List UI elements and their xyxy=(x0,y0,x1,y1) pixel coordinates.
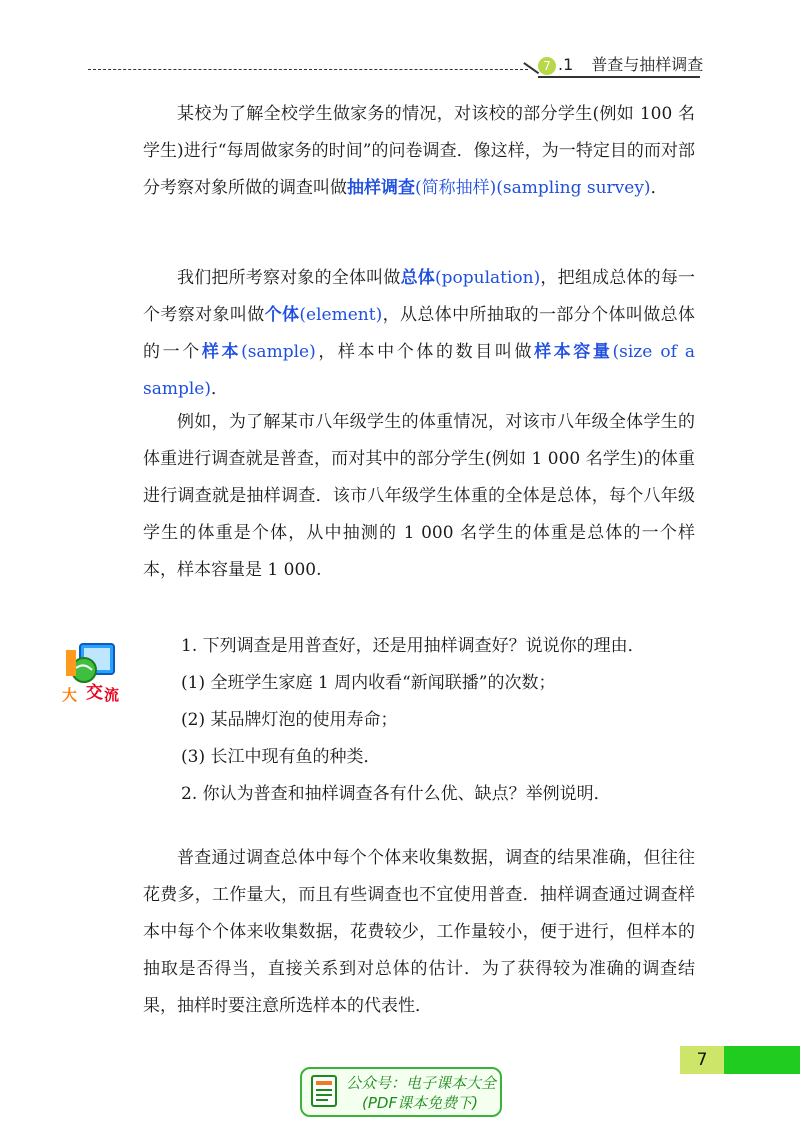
header-title xyxy=(538,52,703,75)
paragraph-text: 某校为了解全校学生做家务的情况，对该校的部分学生(例如 100 名学生)进行“每周做家务的时间”的问卷调查．像这样，为一特定目的而对部分考察对象所做的调查叫做 xyxy=(143,104,695,198)
list-item: 1. 下列调查是用普查好，还是用抽样调查好？说说你的理由． xyxy=(181,636,645,656)
svg-text:交: 交 xyxy=(86,683,103,703)
term-note: (简称抽样)(sampling survey) xyxy=(415,178,651,198)
paragraph-text: ，把组成总体的每一个考察对象叫做 xyxy=(143,268,696,325)
term-sample-size: 样本容量 xyxy=(534,342,613,362)
book-icon xyxy=(310,1074,338,1108)
svg-text:大: 大 xyxy=(62,686,78,704)
term-sampling-survey: 抽样调查 xyxy=(347,178,415,198)
watermark-line1: 公众号：电子课本大全 xyxy=(346,1074,497,1092)
term-element-en: (element) xyxy=(299,305,383,325)
paragraph-sampling-definition xyxy=(143,96,695,207)
paragraph-comparison: 普查通过调查总体中每个个体来收集数据，调查的结果准确，但往往花费多，工作量大，而且有些调查也不宜使用普查．抽样调查通过调查样本中每个个体来收集数据，花费较少，工作量较小，便于进行，但样本的抽取是否得当，直接关系到对总体的估计．为了获得较为准确的调查结果，抽样时要注意所选样本的代表性． xyxy=(143,848,695,1016)
page-number: 7 xyxy=(680,1046,724,1074)
header-underline xyxy=(538,76,700,78)
chapter-badge: 7 xyxy=(538,57,556,75)
section-number: .1 xyxy=(558,55,574,74)
term-element: 个体 xyxy=(264,305,300,325)
exchange-icon xyxy=(58,640,124,706)
term-sample-en: (sample) xyxy=(241,342,316,362)
term-population: 总体 xyxy=(400,268,435,288)
paragraph-text: ． xyxy=(211,379,228,399)
list-item: (3) 长江中现有鱼的种类． xyxy=(181,747,381,767)
paragraph-population-definition xyxy=(143,260,695,408)
section-title: 普查与抽样调查 xyxy=(591,55,704,74)
list-item: (2) 某品牌灯泡的使用寿命； xyxy=(181,710,398,730)
page-number-bar xyxy=(724,1046,800,1074)
term-population-en: (population) xyxy=(434,268,541,288)
term-sample: 样本 xyxy=(201,342,242,362)
paragraph-example: 例如，为了解某市八年级学生的体重情况，对该市八年级全体学生的体重进行调查就是普查，而对其中的部分学生(例如 1 000 名学生)的体重进行调查就是抽样调查．该市八年级学生体重的全体是总体，每个八年级学生的体重是个体，从中抽测的 1 000 名学生的体重是总体的一个样本，样本容量是 1 000. xyxy=(143,412,695,580)
paragraph-text: ，样本中个体的数目叫做 xyxy=(315,342,535,362)
svg-text:流: 流 xyxy=(104,686,120,704)
paragraph-text: ，从总体中所抽取的一部分个体叫做总体的一个 xyxy=(143,305,696,362)
watermark-line2: (PDF课本免费下) xyxy=(362,1094,478,1112)
list-item: (1) 全班学生家庭 1 周内收看“新闻联播”的次数； xyxy=(181,673,556,693)
watermark-badge xyxy=(300,1067,502,1117)
exchange-questions xyxy=(181,628,701,813)
term-sample-size-en: (size of a sample) xyxy=(143,342,696,399)
list-item: 2. 你认为普查和抽样调查各有什么优、缺点？举例说明． xyxy=(181,784,611,804)
paragraph-text: ． xyxy=(650,178,668,198)
header-slant-rule xyxy=(524,62,540,74)
header-dashed-rule xyxy=(88,69,528,70)
paragraph-text: 我们把所考察对象的全体叫做 xyxy=(177,268,401,288)
